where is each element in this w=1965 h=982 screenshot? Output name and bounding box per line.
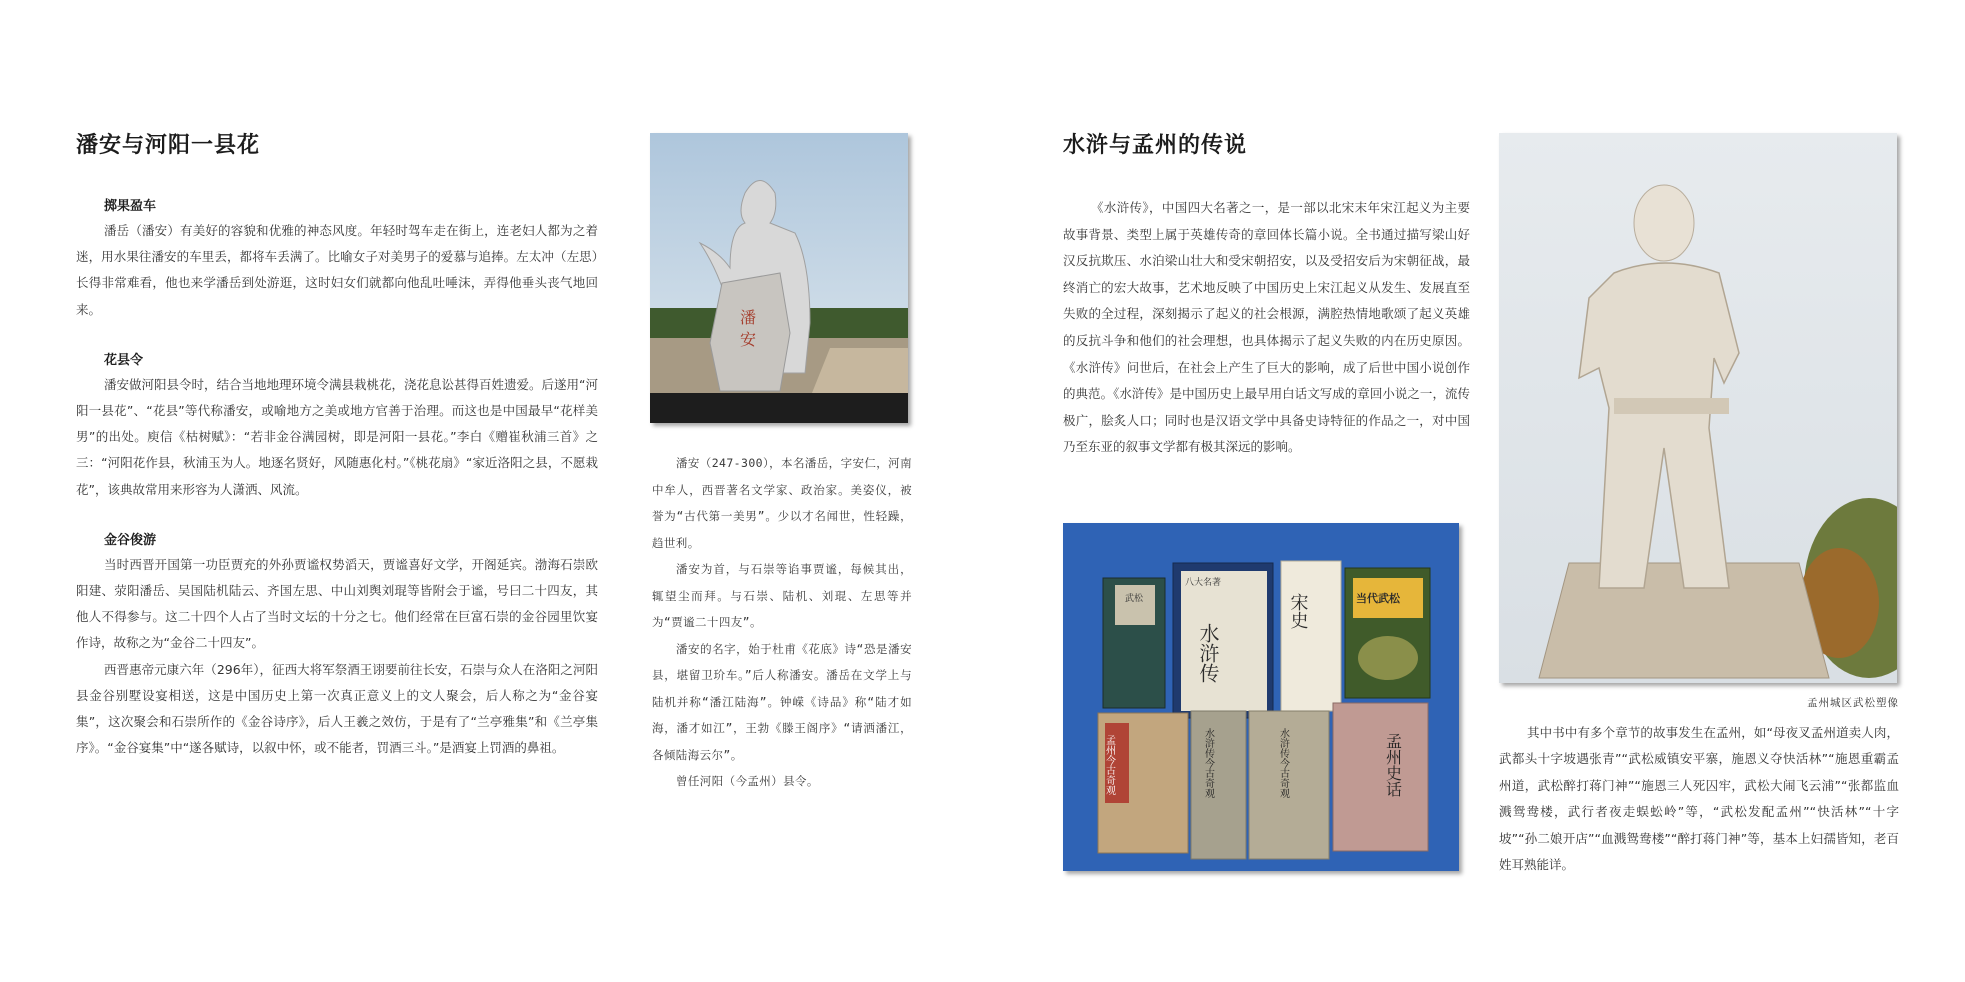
article-shuihu [1063,128,1470,461]
section-paragraph: 潘安做河阳县令时，结合当地地理环境令满县栽桃花，浇花息讼甚得百姓遗爱。后遂用“河阳一县花”、“花县”等代称潘安，或喻地方之美或地方官善于治理。而这也是中国最早“花样美男”的出处。庾信《枯树赋》：“若非金谷满园树，即是河阳一县花。”李白《赠崔秋浦三首》之三：“河阳花作县，秋浦玉为人。地逐名贤好，风随惠化村。”《桃花扇》“家近洛阳之县，不愿栽花”，该典故常用来形容为人潇洒、风流。 [76,376,598,497]
statue-inscription: 潘安 [740,308,757,349]
panan-sidebar [650,133,914,795]
books-image [1063,523,1459,871]
panan-statue-image [650,133,908,423]
biography-paragraph: 潘安的名字，始于杜甫《花底》诗“恐是潘安县，堪留卫玠车。”后人称潘安。潘岳在文学上与陆机并称“潘江陆海”。钟嵘《诗品》称“陆才如海，潘才如江”，王勃《滕王阁序》“请洒潘江，各倾陆海云尔”。 [652,641,912,762]
section-paragraph: 潘岳（潘安）有美好的容貌和优雅的神态风度。年轻时驾车走在街上，连老妇人都为之着迷，用水果往潘安的车里丢，都将车丢满了。比喻女子对美男子的爱慕与追捧。左太冲（左思）长得非常难看，他也来学潘岳到处游逛，这时妇女们就都向他乱吐唾沫，弄得他垂头丧气地回来。 [76,223,598,317]
section-heading: 掷果盈车 [104,199,157,214]
book-title-dangdai: 当代武松 [1356,592,1400,605]
book-title-wusong: 武松 [1125,594,1144,604]
wusong-story: 其中书中有多个章节的故事发生在孟州，如“母夜叉孟州道卖人肉，武都头十字坡遇张青”“武松威镇安平寨，施恩义夺快活林”“施恩重霸孟州道，武松醉打蒋门神”“施恩三人死囚牢，武松大闹飞云浦”“张都监血溅鸳鸯楼，武行者夜走蜈蚣岭”等，“武松发配孟州”“快活林”“十字坡”“孙二娘开店”“血溅鸳鸯楼”“醉打蒋门神”等，基本上妇孺皆知，老百姓耳熟能详。 [1499,725,1899,873]
biography-paragraph: 潘安为首，与石崇等谄事贾谧，每候其出，辄望尘而拜。与石崇、陆机、刘琨、左思等并为“贾谧二十四友”。 [652,562,912,629]
shuihu-books-photo [1063,523,1459,871]
section-zhiguo [76,195,598,323]
section-jingu [76,529,598,762]
book-title-shuihuzhuan: 水浒传 [1196,623,1220,683]
book-title-shihua: 孟州史话 [1383,733,1403,797]
book-title-songshi: 宋史 [1287,593,1309,629]
wusong-statue-image [1499,133,1897,683]
book-title-qiguan-1: 水浒传今古奇观 [1202,728,1214,798]
book-title-qiguan-2: 水浒传今古奇观 [1277,728,1289,798]
wusong-statue-photo [1499,133,1897,683]
shuihu-intro: 《水浒传》，中国四大名著之一，是一部以北宋末年宋江起义为主要故事背景、类型上属于英雄传奇的章回体长篇小说。全书通过描写梁山好汉反抗欺压、水泊梁山壮大和受宋朝招安，以及受招安后为宋朝征战，最终消亡的宏大故事，艺术地反映了中国历史上宋江起义从发生、发展直至失败的全过程，深刻揭示了起义的社会根源，满腔热情地歌颂了起义英雄的反抗斗争和他们的社会理想，也具体揭示了起义失败的内在历史原因。《水浒传》问世后，在社会上产生了巨大的影响，成了后世中国小说创作的典范。《水浒传》是中国历史上最早用白话文写成的章回小说之一，流传极广，脍炙人口；同时也是汉语文学中具备史诗特征的作品之一，对中国乃至东亚的叙事文学都有极其深远的影响。 [1063,200,1470,455]
book-series-label: 八大名著 [1185,578,1222,588]
panan-statue-photo [650,133,908,423]
book-title-mengzhou: 孟州今古奇观 [1103,735,1115,795]
wusong-photo-caption: 孟州城区武松塑像 [1807,697,1899,709]
article-title-panan: 潘安与河阳一县花 [76,132,261,158]
section-huaxianling [76,349,598,503]
wusong-sidebar [1499,133,1899,878]
panan-biography [650,450,914,795]
biography-paragraph: 曾任河阳（今孟州）县令。 [676,774,819,788]
section-paragraph: 西晋惠帝元康六年（296年），征西大将军祭酒王诩要前往长安，石崇与众人在洛阳之河阳县金谷别墅设宴相送，这是中国历史上第一次真正意义上的文人聚会，后人称之为“金谷宴集”，这次聚会和石崇所作的《金谷诗序》，后人王羲之效仿，于是有了“兰亭雅集”和《兰亭集序》。“金谷宴集”中“遂各赋诗，以叙中怀，或不能者，罚酒三斗。”是酒宴上罚酒的鼻祖。 [76,661,598,756]
section-heading: 金谷俊游 [104,532,157,548]
article-panan [76,128,598,761]
section-paragraph: 当时西晋开国第一功臣贾充的外孙贾谧权势滔天，贾谧喜好文学，开阁延宾。渤海石崇欧阳建、荥阳潘岳、吴国陆机陆云、齐国左思、中山刘舆刘琨等皆附会于谧，号曰二十四友，其他人不得参与。这二十四个人占了当时文坛的十分之七。他们经常在巨富石崇的金谷园里饮宴作诗，故称之为“金谷二十四友”。 [76,556,598,651]
section-heading: 花县令 [104,352,144,368]
article-title-shuihu: 水浒与孟州的传说 [1063,132,1248,158]
biography-paragraph: 潘安（247-300），本名潘岳，字安仁，河南中牟人，西晋著名文学家、政治家。美姿仪，被誉为“古代第一美男”。少以才名闻世，性轻躁，趋世利。 [652,456,912,550]
